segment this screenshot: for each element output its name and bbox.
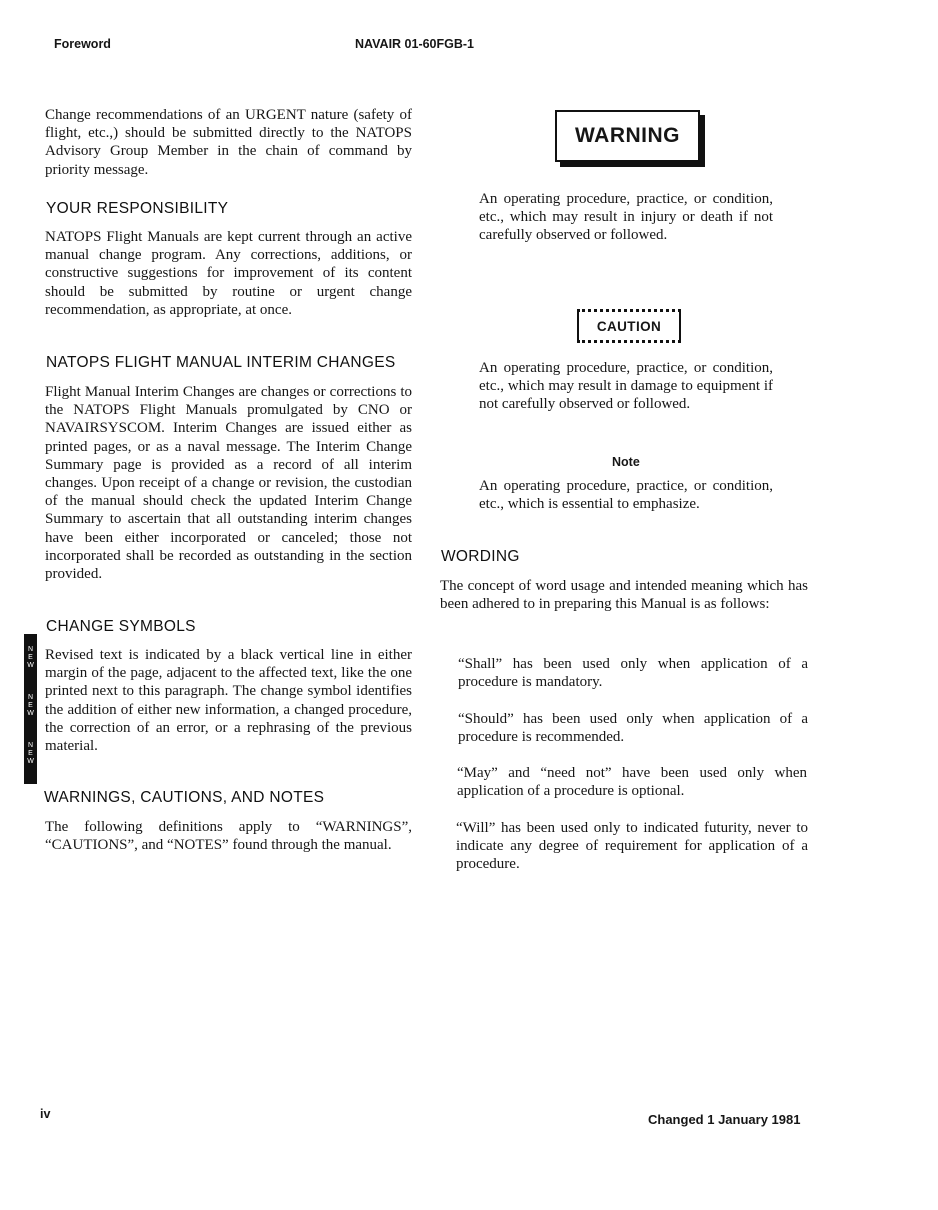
change-marker-letter: W	[27, 710, 34, 717]
section-label: Foreword	[54, 37, 111, 51]
warning-box: WARNING	[555, 110, 700, 162]
shall-definition: “Shall” has been used only when application of a procedure is mandatory.	[458, 656, 808, 691]
caution-box: CAUTION	[577, 309, 681, 343]
should-definition: “Should” has been used only when application of a procedure is recommended.	[458, 711, 808, 746]
wording-heading: WORDING	[441, 548, 520, 565]
warning-definition: An operating procedure, practice, or condition, etc., which may result in injury or death if not carefully observed or followed.	[479, 191, 773, 244]
wording-paragraph: The concept of word usage and intended meaning which has been adhered to in preparing this Manual is as follows:	[440, 578, 808, 613]
change-marker-letter: E	[28, 654, 33, 661]
page-number: iv	[40, 1107, 51, 1121]
warnings-definitions-paragraph: The following definitions apply to “WARNINGS”, “CAUTIONS”, and “NOTES” found through the manual.	[45, 819, 412, 854]
change-marker-letter: E	[28, 702, 33, 709]
caution-definition: An operating procedure, practice, or condition, etc., which may result in damage to equipment if not carefully observed or followed.	[479, 360, 773, 413]
will-definition: “Will” has been used only to indicated futurity, never to indicate any degree of requirement for application of a procedure.	[456, 820, 808, 873]
your-responsibility-heading: YOUR RESPONSIBILITY	[46, 200, 229, 217]
document-id: NAVAIR 01-60FGB-1	[355, 37, 475, 51]
note-definition: An operating procedure, practice, or condition, etc., which is essential to emphasize.	[479, 478, 773, 513]
interim-changes-heading: NATOPS FLIGHT MANUAL INTERIM CHANGES	[46, 354, 396, 371]
change-bar-marker	[24, 634, 37, 784]
change-date: Changed 1 January 1981	[648, 1112, 801, 1127]
change-marker-letter: E	[28, 750, 33, 757]
change-marker-letter: W	[27, 758, 34, 765]
change-symbols-heading: CHANGE SYMBOLS	[46, 618, 196, 635]
note-heading: Note	[612, 455, 640, 469]
responsibility-paragraph: NATOPS Flight Manuals are kept current through an active manual change program. Any corrections, additions, or constructive suggestions for improvement of its content should be submitted by routine or urgent change recommendation, as appropriate, at once.	[45, 229, 412, 318]
change-marker-letter: W	[27, 662, 34, 669]
change-marker-letter: N	[27, 694, 34, 701]
change-symbols-paragraph: Revised text is indicated by a black vertical line in either margin of the page, adjacent to the affected text, like the one printed next to this paragraph. The change symbol identifies the addition of either new information, a changed procedure, the correction of an error, or a rephrasing of the previous material.	[45, 647, 412, 755]
may-definition: “May” and “need not” have been used only when application of a procedure is optional.	[457, 765, 807, 800]
change-marker-letter: N	[27, 742, 34, 749]
warnings-cautions-notes-heading: WARNINGS, CAUTIONS, AND NOTES	[44, 789, 325, 806]
change-marker-letter: N	[27, 646, 34, 653]
intro-paragraph: Change recommendations of an URGENT nature (safety of flight, etc.,) should be submitted directly to the NATOPS Advisory Group Member in the chain of command by priority message.	[45, 107, 412, 178]
interim-changes-paragraph: Flight Manual Interim Changes are changes or corrections to the NATOPS Flight Manuals promulgated by CNO or NAVAIRSYSCOM. Interim Changes are issued either as printed pages, or as a naval message. The Interim Change Summary page is provided as a record of all interim changes. Upon receipt of a change or revision, the custodian of the manual should check the updated Interim Change Summary to ascertain that all outstanding interim changes have been either incorporated or canceled; those not incorporated shall be recorded as outstanding in the section provided.	[45, 384, 412, 583]
